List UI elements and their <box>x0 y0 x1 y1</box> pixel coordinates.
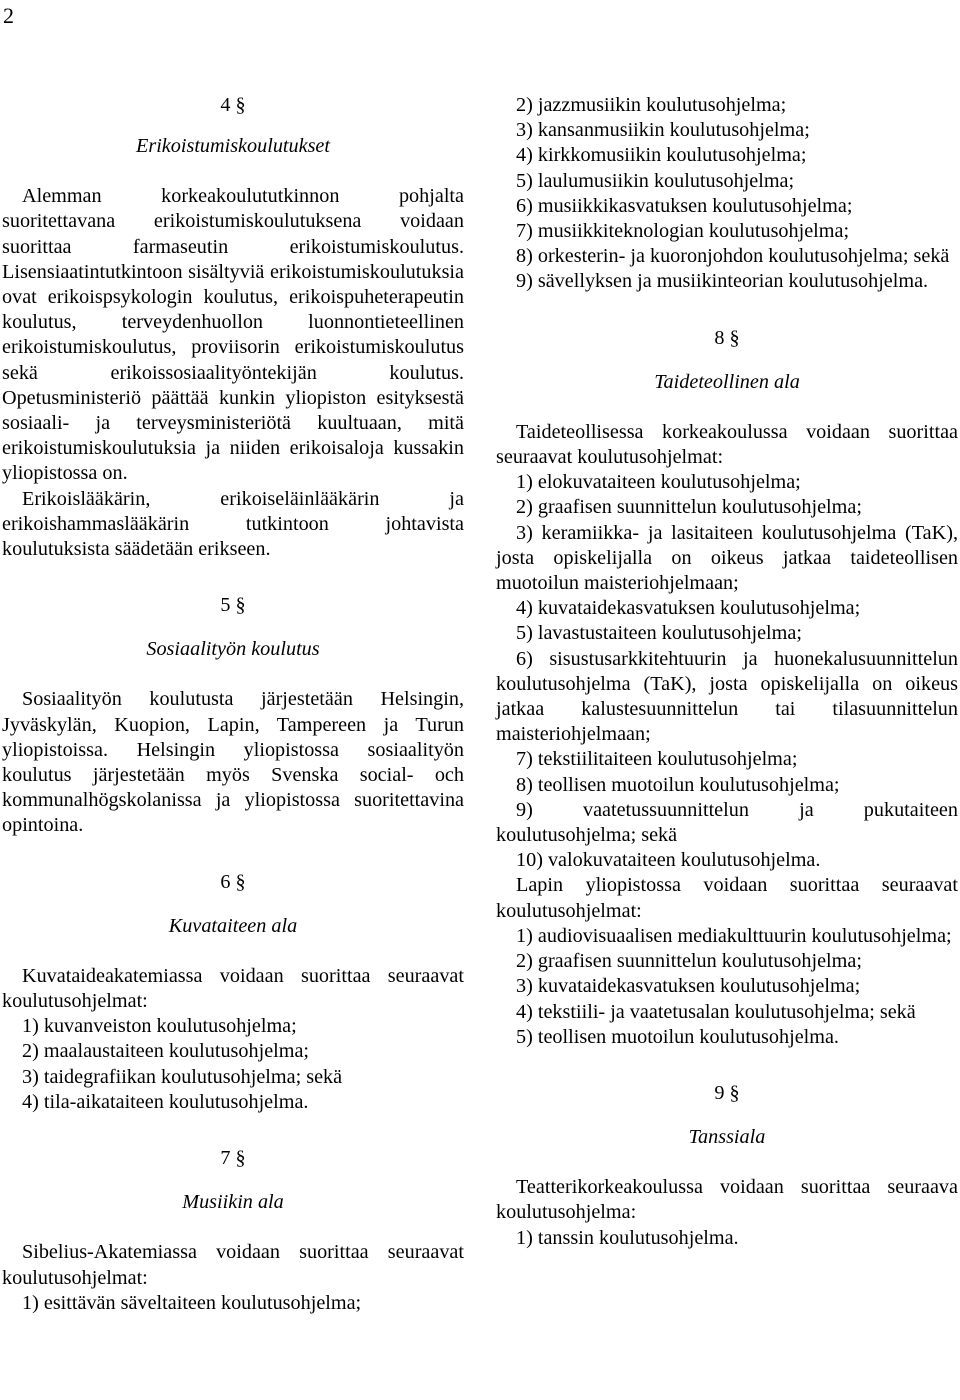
section-title-6: Kuvataiteen ala <box>168 914 298 937</box>
list-item: 6) musiikkikasvatuksen koulutusohjelma; <box>516 194 853 217</box>
section-number-4: 4 § <box>220 94 246 116</box>
paragraph: Kuvataideakatemiassa voidaan suorittaa seuraavat koulutusohjelmat: <box>2 964 464 1013</box>
list-item: 2) graafisen suunnittelun koulutusohjelma; <box>516 950 862 973</box>
paragraph: Sibelius-Akatemiassa voidaan suorittaa seuraavat koulutusohjelmat: <box>2 1241 464 1289</box>
list-item: 4) tekstiili- ja vaatetusalan koulutusohjelma; sekä <box>516 1000 916 1023</box>
list-item: 5) lavastustaiteen koulutusohjelma; <box>516 622 802 645</box>
section-number-8: 8 § <box>714 326 740 349</box>
list-item: 9) sävellyksen ja musiikinteorian koulutusohjelma. <box>516 270 929 293</box>
list-item: 9) vaatetussuunnittelun ja pukutaiteen koulutusohjelma; sekä <box>496 798 958 847</box>
list-item: 1) kuvanveiston koulutusohjelma; <box>22 1015 297 1038</box>
list-item: 5) teollisen muotoilun koulutusohjelma. <box>516 1025 839 1048</box>
list-item: 2) graafisen suunnittelun koulutusohjelma; <box>516 496 862 519</box>
paragraph: Taideteollisessa korkeakoulussa voidaan suorittaa seuraavat koulutusohjelmat: <box>496 420 958 469</box>
paragraph: Sosiaalityön koulutusta järjestetään Helsingin, Jyväskylän, Kuopion, Lapin, Tampereen ja Turun yliopistoissa. Helsingin yliopistossa sosiaalityön koulutus järjestetään myös Svenska social- och kommunalhögskolanissa ja yliopistossa suoritettavina opintoina. <box>2 688 464 837</box>
section-number-6: 6 § <box>220 870 246 893</box>
list-item: 5) laulumusiikin koulutusohjelma; <box>516 169 795 192</box>
list-item: 1) audiovisuaalisen mediakulttuurin koulutusohjelma; <box>516 924 952 947</box>
list-item: 1) elokuvataiteen koulutusohjelma; <box>516 471 801 494</box>
list-item: 1) esittävän säveltaiteen koulutusohjelma; <box>22 1291 362 1314</box>
list-item: 7) musiikkiteknologian koulutusohjelma; <box>516 220 850 243</box>
page-number: 2 <box>3 3 14 28</box>
section-title-9: Tanssiala <box>688 1125 766 1148</box>
section-number-5: 5 § <box>220 594 246 617</box>
list-item: 7) tekstiilitaiteen koulutusohjelma; <box>516 748 798 771</box>
list-item: 10) valokuvataiteen koulutusohjelma. <box>516 849 821 872</box>
list-item: 4) kirkkomusiikin koulutusohjelma; <box>516 144 807 167</box>
list-item: 8) teollisen muotoilun koulutusohjelma; <box>516 773 840 796</box>
list-item: 2) maalaustaiteen koulutusohjelma; <box>22 1040 310 1063</box>
right-column <box>496 93 958 1251</box>
list-item: 4) kuvataidekasvatuksen koulutusohjelma; <box>516 597 861 620</box>
list-item: 3) keramiikka- ja lasitaiteen koulutusohjelma (TaK), josta opiskelijalla on oikeus jatkaa taideteollisen muotoilun maisteriohjelmaan; <box>496 521 958 595</box>
section-title-8: Taideteollinen ala <box>654 370 800 393</box>
paragraph: Teatterikorkeakoulussa voidaan suorittaa seuraava koulutusohjelma: <box>496 1176 958 1224</box>
list-item: 2) jazzmusiikin koulutusohjelma; <box>516 94 787 116</box>
list-item: 3) taidegrafiikan koulutusohjelma; sekä <box>22 1065 343 1088</box>
section-number-9: 9 § <box>714 1081 740 1104</box>
list-item: 3) kansanmusiikin koulutusohjelma; <box>516 119 810 142</box>
left-column <box>2 93 464 1316</box>
list-item: 4) tila-aikataiteen koulutusohjelma. <box>22 1090 309 1113</box>
section-title-5: Sosiaalityön koulutus <box>146 638 320 661</box>
list-item: 1) tanssin koulutusohjelma. <box>516 1226 739 1249</box>
paragraph: Lapin yliopistossa voidaan suorittaa seuraavat koulutusohjelmat: <box>496 874 958 922</box>
list-item: 6) sisustusarkkitehtuurin ja huonekalusuunnittelun koulutusohjelma (TaK), josta opiskelijalla on oikeus jatkaa kalustesuunnittelun tai tilasuunnittelun maisteriohjelmaan; <box>496 647 958 746</box>
section-number-7: 7 § <box>220 1147 246 1170</box>
paragraph: Alemman korkeakoulututkinnon pohjalta suoritettavana erikoistumiskoulutuksena voidaan suorittaa farmaseutin erikoistumiskoulutus. Lisensiaatintutkintoon sisältyviä erikoistumiskoulutuksia ovat erikoispsykologin koulutus, erikoispuheterapeutin koulutus, terveydenhuollon luonnontieteellinen erikoistumiskoulutus, proviisorin erikoistumiskoulutus sekä erikoissosiaalityöntekijän koulutus. Opetusministeriö päättää kunkin yliopiston esityksestä sosiaali- ja terveysministeriötä kuultuaan, mitä erikoistumiskoulutuksia ja niiden erikoisaloja kussakin yliopistossa on. <box>2 185 464 485</box>
section-title-7: Musiikin ala <box>182 1191 284 1214</box>
section-title-4: Erikoistumiskoulutukset <box>136 135 330 157</box>
list-item: 8) orkesterin- ja kuoronjohdon koulutusohjelma; sekä <box>516 245 950 268</box>
paragraph: Erikoislääkärin, erikoiseläinlääkärin ja erikoishammaslääkärin tutkintoon johtavista koulutuksista säädetään erikseen. <box>2 487 464 561</box>
list-item: 3) kuvataidekasvatuksen koulutusohjelma; <box>516 975 861 998</box>
